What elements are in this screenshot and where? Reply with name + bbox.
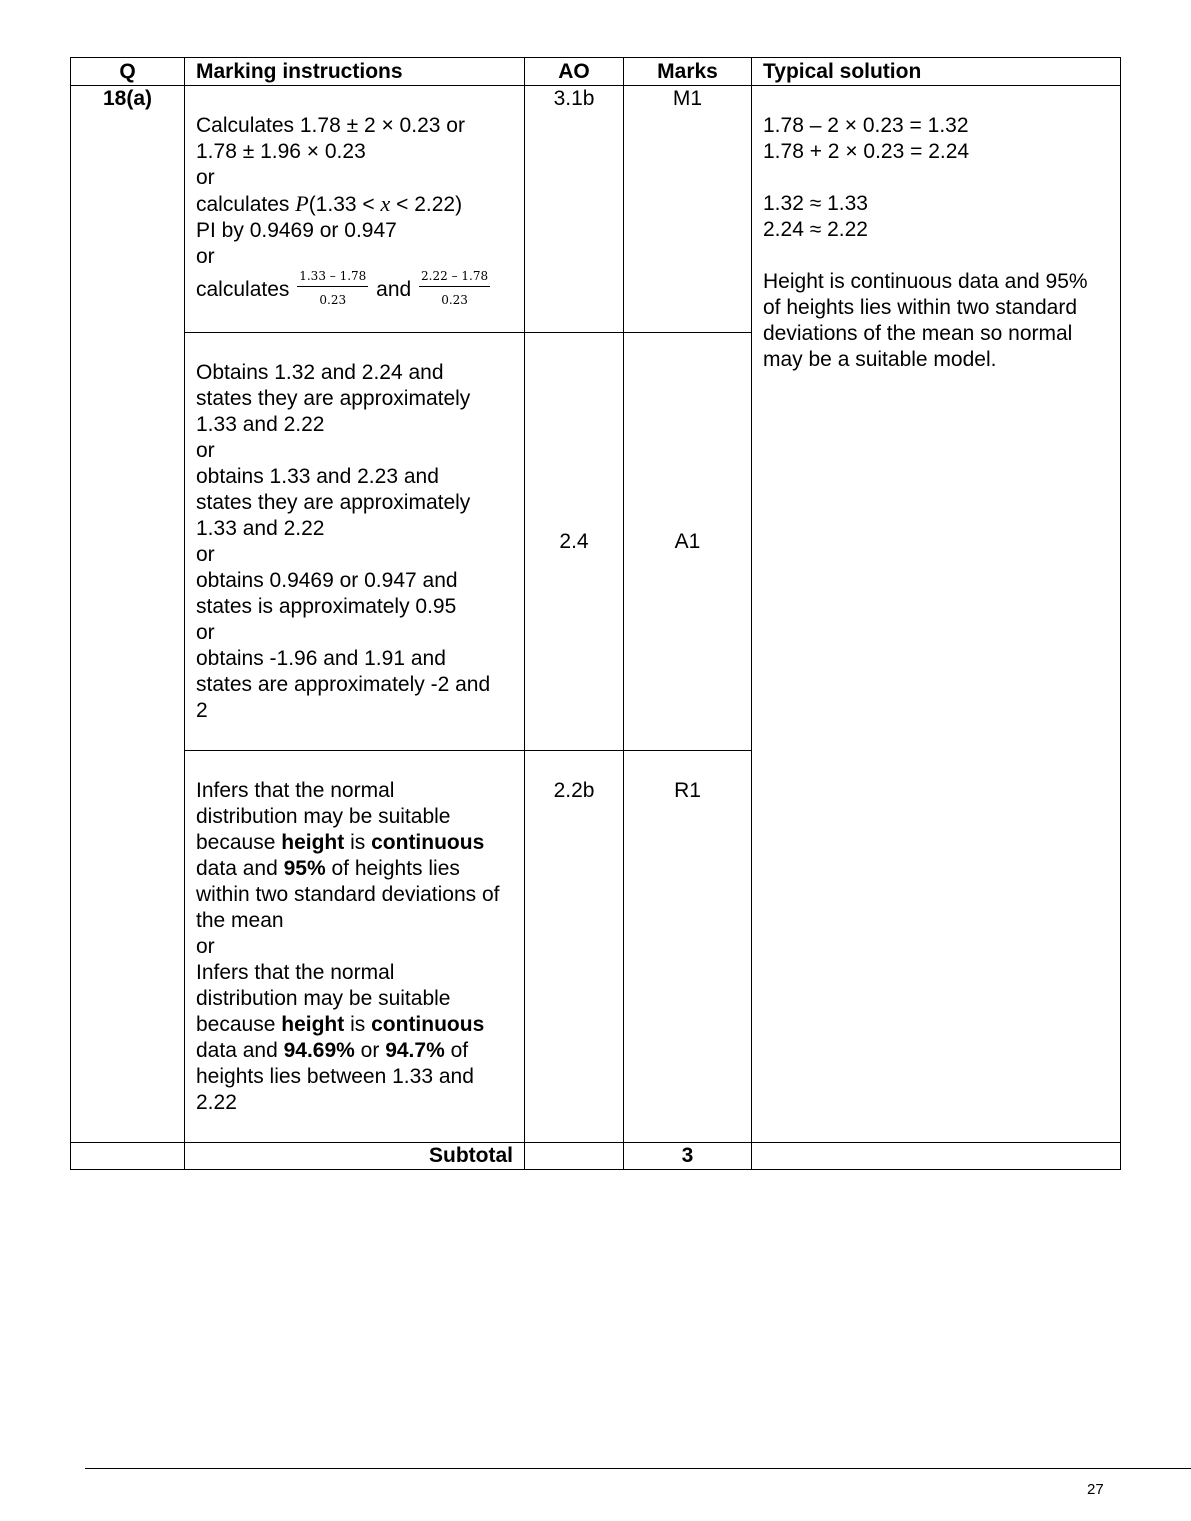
marking-line: 1.33 and 2.22 [196,517,325,540]
marking-line: Infers that the normal [196,779,395,802]
marking-line: or [196,543,215,566]
marking-line: states is approximately 0.95 [196,595,457,618]
prob-open: (1.33 < [308,193,375,216]
text-height-bold: height [281,1013,345,1036]
fraction-1-denominator: 0.23 [319,293,347,308]
marking-cell-r1 [185,751,525,1143]
text-of-heights: of heights lies [331,857,460,880]
solution-line: 1.32 ≈ 1.33 [763,192,868,215]
fraction-line [196,270,513,310]
table-row [71,86,1121,333]
frac-and: and [376,278,412,301]
marking-cell-m1 [185,86,525,333]
subtotal-empty-solution [752,1143,1121,1170]
fraction-2-denominator: 0.23 [441,293,468,308]
marking-line: obtains 0.9469 or 0.947 and [196,569,458,592]
marking-line [196,856,513,882]
frac-prefix: calculates [196,278,290,301]
subtotal-value: 3 [624,1143,752,1170]
subtotal-empty-ao [525,1143,624,1170]
subtotal-row [71,1143,1121,1170]
marks-cell-r1: R1 [624,751,752,1143]
text-because: because [196,1013,276,1036]
prob-close: < 2.22) [396,193,463,216]
subtotal-empty-q [71,1143,185,1170]
marking-cell-a1 [185,333,525,751]
solution-line: Height is continuous data and 95% [763,270,1088,293]
subtotal-label: Subtotal [185,1143,525,1170]
marking-line: obtains -1.96 and 1.91 and [196,647,446,670]
header-marks: Marks [624,58,752,86]
marking-line: distribution may be suitable [196,805,451,828]
marking-line: PI by 0.9469 or 0.947 [196,219,397,242]
text-continuous-bold: continuous [371,831,485,854]
header-row [71,58,1121,86]
ao-cell-m1: 3.1b [525,86,624,333]
marking-line: within two standard deviations of [196,883,500,906]
text-9469-bold: 94.69% [283,1039,355,1062]
marking-line: or [196,935,215,958]
marking-line [196,830,513,856]
marking-line: heights lies between 1.33 and [196,1065,474,1088]
footer-divider [85,1468,1191,1469]
marking-line: states are approximately -2 and [196,673,491,696]
solution-line: 2.24 ≈ 2.22 [763,218,868,241]
marking-line: Calculates 1.78 ± 2 × 0.23 or [196,114,465,137]
prob-p: P [295,191,309,216]
text-is: is [350,1013,366,1036]
marks-cell-a1: A1 [624,333,752,751]
marking-line: or [196,245,215,268]
header-q: Q [71,58,185,86]
marking-line [196,1038,513,1064]
header-marking-instructions: Marking instructions [185,58,525,86]
typical-solution-cell [752,86,1121,1143]
solution-line: deviations of the mean so normal [763,322,1073,345]
marking-line: or [196,166,215,189]
probability-line [196,191,513,218]
marking-line: distribution may be suitable [196,987,451,1010]
solution-line: 1.78 + 2 × 0.23 = 2.24 [763,140,970,163]
fraction-2-numerator: 2.22 – 1.78 [419,269,490,287]
solution-line: 1.78 – 2 × 0.23 = 1.32 [763,114,969,137]
marks-cell-m1: M1 [624,86,752,333]
ao-cell-a1: 2.4 [525,333,624,751]
marking-line: Obtains 1.32 and 2.24 and [196,361,444,384]
marking-line: 1.78 ± 1.96 × 0.23 [196,140,366,163]
fraction-1-numerator: 1.33 – 1.78 [297,269,368,287]
marking-line: states they are approximately [196,387,471,410]
text-continuous-bold: continuous [371,1013,485,1036]
text-because: because [196,831,276,854]
marking-line: states they are approximately [196,491,471,514]
marking-line: the mean [196,909,284,932]
text-of: of [450,1039,469,1062]
marking-line [196,1012,513,1038]
marking-line: 2 [196,699,208,722]
text-or: or [360,1039,380,1062]
text-data-and: data and [196,1039,278,1062]
prob-prefix: calculates [196,193,290,216]
marking-line: 1.33 and 2.22 [196,413,325,436]
marking-line: 2.22 [196,1091,237,1114]
solution-line: of heights lies within two standard [763,296,1078,319]
text-height-bold: height [281,831,345,854]
page-number: 27 [1087,1481,1104,1498]
fraction-2 [419,269,490,307]
marking-line: or [196,621,215,644]
marking-line: or [196,439,215,462]
header-typical-solution: Typical solution [752,58,1121,86]
mark-scheme-table [70,57,1121,1170]
solution-line: may be a suitable model. [763,348,997,371]
text-data-and: data and [196,857,278,880]
prob-x: x [380,191,391,216]
text-947-bold: 94.7% [385,1039,445,1062]
ao-cell-r1: 2.2b [525,751,624,1143]
question-number: 18(a) [71,86,185,1143]
text-is: is [350,831,366,854]
marking-line: Infers that the normal [196,961,395,984]
header-ao: AO [525,58,624,86]
marking-line: obtains 1.33 and 2.23 and [196,465,439,488]
text-95-bold: 95% [283,857,326,880]
fraction-1 [297,269,368,307]
